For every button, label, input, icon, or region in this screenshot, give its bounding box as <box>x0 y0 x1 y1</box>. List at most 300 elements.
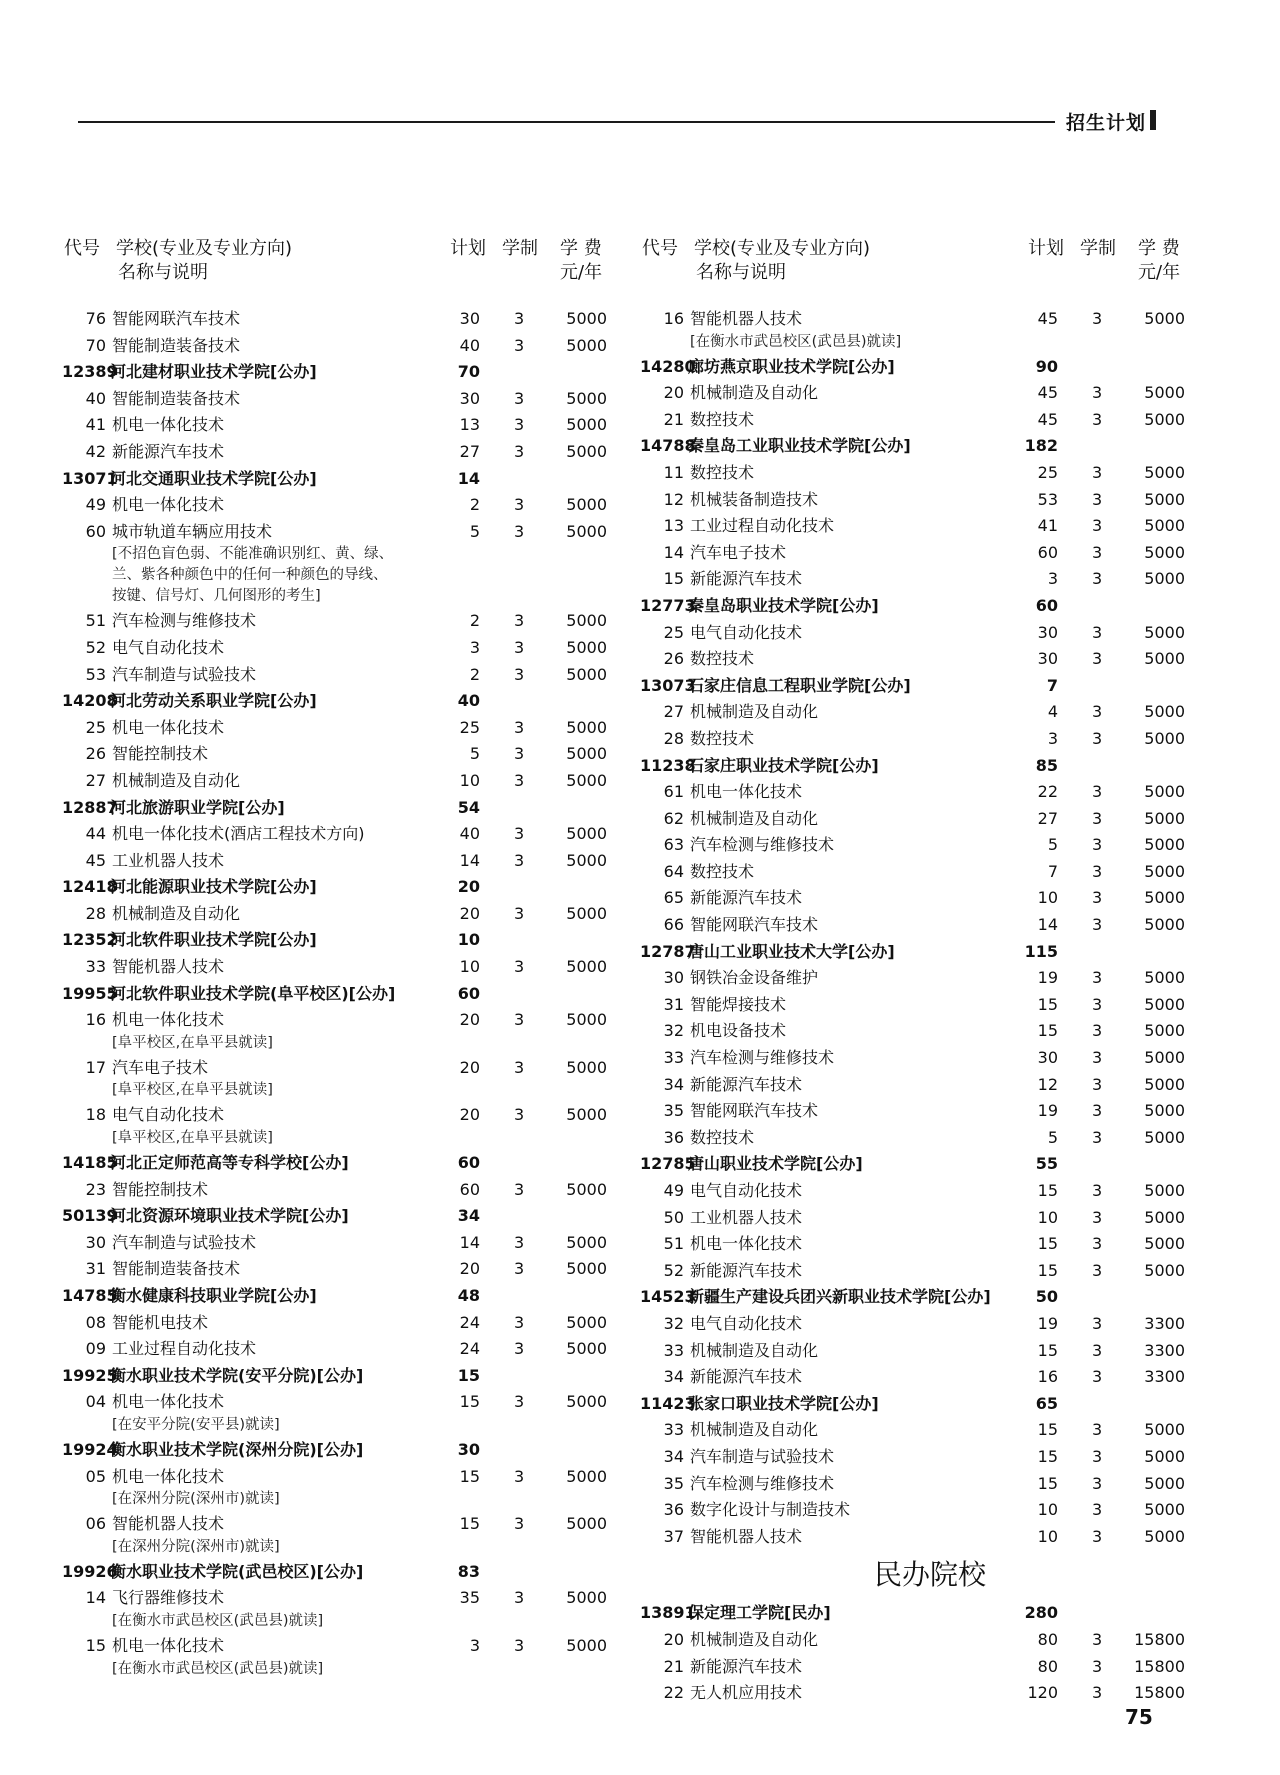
program-code: 25 <box>85 717 106 737</box>
program-fee: 5000 <box>566 770 607 790</box>
program-name: 机电一体化技术 <box>690 1234 803 1254</box>
program-code: 13 <box>663 516 684 536</box>
program-name: 智能焊接技术 <box>690 994 787 1014</box>
program-code: 17 <box>85 1057 106 1077</box>
program-years: 3 <box>1092 1656 1103 1676</box>
school-plan: 10 <box>457 930 480 950</box>
program-row <box>640 1125 1200 1152</box>
program-plan: 5 <box>1047 1127 1058 1147</box>
program-fee: 5000 <box>566 1179 607 1199</box>
right-column <box>640 232 1200 1707</box>
program-years: 3 <box>1092 994 1103 1014</box>
program-note: [在深州分院(深州市)就读] <box>112 1538 280 1555</box>
school-row <box>62 1150 622 1177</box>
school-name: 张家口职业技术学院[公办] <box>688 1393 879 1413</box>
header-school: 学校(专业及专业方向) <box>116 238 293 259</box>
program-name: 电气自动化技术 <box>112 1105 225 1125</box>
program-code: 33 <box>663 1340 684 1360</box>
program-code: 60 <box>85 521 106 541</box>
program-years: 3 <box>514 441 525 461</box>
program-plan: 15 <box>1037 1181 1058 1200</box>
school-name: 石家庄信息工程职业学院[公办] <box>688 675 911 695</box>
program-years: 3 <box>514 637 525 657</box>
program-fee: 5000 <box>566 1057 607 1077</box>
program-years: 3 <box>1092 728 1103 748</box>
program-name: 数控技术 <box>690 1127 755 1147</box>
header-rule <box>78 121 1055 123</box>
program-plan: 15 <box>1037 1446 1058 1466</box>
program-row <box>640 1654 1200 1681</box>
program-code: 33 <box>663 1420 684 1440</box>
program-plan: 14 <box>459 1232 480 1252</box>
school-plan: 7 <box>1046 675 1058 695</box>
school-plan: 34 <box>457 1206 480 1226</box>
program-plan: 30 <box>459 309 480 328</box>
program-years: 3 <box>514 1339 525 1359</box>
school-code: 12887 <box>62 797 118 817</box>
program-name: 智能网联汽车技术 <box>690 1101 819 1121</box>
school-plan: 15 <box>457 1365 480 1385</box>
school-plan: 85 <box>1035 755 1058 775</box>
program-code: 41 <box>85 415 106 435</box>
school-row <box>62 1203 622 1230</box>
school-code: 19924 <box>62 1439 118 1459</box>
program-plan: 30 <box>1037 649 1058 669</box>
program-note: [阜平校区,在阜平县就读] <box>112 1082 273 1099</box>
left-rows <box>62 306 622 1681</box>
school-code: 12773 <box>640 595 696 615</box>
program-years: 3 <box>514 1514 525 1534</box>
program-plan: 24 <box>459 1312 480 1332</box>
school-row <box>640 354 1200 381</box>
program-years: 3 <box>514 521 525 541</box>
program-code: 11 <box>663 462 684 482</box>
program-name: 机电一体化技术 <box>112 1010 225 1030</box>
program-row <box>640 1497 1200 1524</box>
program-code: 45 <box>85 850 106 870</box>
school-code: 14788 <box>640 436 696 456</box>
program-row <box>62 1177 622 1204</box>
program-name: 工业过程自动化技术 <box>112 1339 257 1359</box>
school-plan: 55 <box>1035 1154 1058 1174</box>
program-row <box>640 699 1200 726</box>
program-row <box>62 1389 622 1416</box>
school-code: 12389 <box>62 362 118 382</box>
program-name: 智能制造装备技术 <box>112 335 241 355</box>
program-years: 3 <box>1092 968 1103 988</box>
program-years: 3 <box>1092 782 1103 802</box>
school-plan: 90 <box>1035 356 1058 376</box>
program-plan: 20 <box>459 1105 480 1125</box>
program-plan: 5 <box>1047 835 1058 855</box>
program-name: 新能源汽车技术 <box>690 888 803 908</box>
program-name: 智能机器人技术 <box>112 1514 225 1534</box>
program-name: 汽车检测与维修技术 <box>112 611 257 631</box>
program-fee: 5000 <box>1144 409 1185 429</box>
program-fee: 5000 <box>1144 649 1185 669</box>
program-years: 3 <box>1092 1367 1103 1387</box>
program-fee: 5000 <box>1144 462 1185 482</box>
program-name: 机械制造及自动化 <box>690 1420 819 1440</box>
program-fee: 5000 <box>566 1232 607 1252</box>
program-code: 26 <box>663 649 684 669</box>
school-plan: 20 <box>457 877 480 897</box>
program-code: 12 <box>663 489 684 509</box>
school-code: 50139 <box>62 1206 118 1226</box>
program-fee: 5000 <box>1144 915 1185 935</box>
program-fee: 5000 <box>566 415 607 435</box>
program-row <box>640 1018 1200 1045</box>
program-plan: 40 <box>459 335 480 355</box>
program-years: 3 <box>1092 1021 1103 1041</box>
program-row <box>640 1178 1200 1205</box>
program-years: 3 <box>514 309 525 328</box>
school-row <box>640 593 1200 620</box>
school-row <box>62 795 622 822</box>
program-name: 机电一体化技术 <box>112 495 225 515</box>
program-plan: 3 <box>1047 728 1058 748</box>
program-fee: 5000 <box>566 441 607 461</box>
program-name: 机电一体化技术 <box>690 782 803 802</box>
school-code: 14785 <box>62 1286 118 1305</box>
program-plan: 30 <box>1037 1048 1058 1068</box>
program-name: 机电一体化技术(酒店工程技术方向) <box>112 824 365 844</box>
program-plan: 27 <box>459 441 480 461</box>
program-row <box>640 306 1200 333</box>
program-years: 3 <box>514 1010 525 1030</box>
school-row <box>640 673 1200 700</box>
program-row <box>62 1310 622 1337</box>
column-header <box>62 232 622 306</box>
school-row <box>640 433 1200 460</box>
program-years: 3 <box>514 495 525 515</box>
program-plan: 13 <box>459 415 480 435</box>
header-plan: 计划 <box>1028 238 1064 259</box>
program-fee: 5000 <box>566 637 607 657</box>
program-years: 3 <box>1092 1181 1103 1200</box>
school-name: 石家庄职业技术学院[公办] <box>688 755 879 775</box>
program-years: 3 <box>1092 1101 1103 1121</box>
school-row <box>640 939 1200 966</box>
school-code: 14280 <box>640 356 696 376</box>
program-years: 3 <box>1092 516 1103 536</box>
program-years: 3 <box>514 1392 525 1412</box>
program-plan: 10 <box>1037 1500 1058 1520</box>
program-plan: 16 <box>1037 1367 1058 1387</box>
program-fee: 5000 <box>566 824 607 844</box>
school-name: 河北建材职业技术学院[公办] <box>110 362 317 382</box>
school-plan: 54 <box>457 797 480 817</box>
program-name: 智能网联汽车技术 <box>690 915 819 935</box>
program-years: 3 <box>1092 702 1103 722</box>
program-fee: 5000 <box>566 1010 607 1030</box>
program-code: 64 <box>663 861 684 881</box>
program-plan: 10 <box>1037 1207 1058 1227</box>
program-row <box>62 1102 622 1129</box>
school-row <box>62 688 622 715</box>
program-name: 智能控制技术 <box>112 744 209 764</box>
program-fee: 5000 <box>566 1312 607 1332</box>
program-code: 53 <box>85 664 106 684</box>
program-years: 3 <box>1092 462 1103 482</box>
program-plan: 19 <box>1037 968 1058 988</box>
program-plan: 10 <box>459 770 480 790</box>
school-name: 衡水职业技术学院(安平分院)[公办] <box>110 1365 364 1385</box>
program-code: 16 <box>85 1010 106 1030</box>
program-years: 3 <box>1092 861 1103 881</box>
school-plan: 280 <box>1024 1603 1058 1623</box>
school-name: 秦皇岛工业职业技术学院[公办] <box>688 436 911 456</box>
program-row <box>640 1627 1200 1654</box>
school-plan: 182 <box>1024 436 1058 456</box>
header-years: 学制 <box>1080 238 1116 259</box>
school-row <box>640 1284 1200 1311</box>
program-plan: 45 <box>1037 409 1058 429</box>
program-name: 工业机器人技术 <box>112 850 225 870</box>
program-plan: 3 <box>1047 569 1058 589</box>
program-name: 数控技术 <box>690 649 755 669</box>
program-years: 3 <box>514 850 525 870</box>
program-code: 05 <box>85 1466 106 1486</box>
program-code: 22 <box>663 1683 684 1703</box>
header-note: 名称与说明 <box>118 262 208 283</box>
program-name: 智能机器人技术 <box>112 957 225 977</box>
program-fee: 5000 <box>1144 702 1185 722</box>
program-row <box>62 741 622 768</box>
program-code: 49 <box>85 495 106 515</box>
program-name: 智能机电技术 <box>112 1312 209 1332</box>
program-note: [在安平分院(安平县)就读] <box>112 1416 280 1433</box>
school-row <box>62 927 622 954</box>
school-name: 唐山职业技术学院[公办] <box>688 1154 863 1174</box>
school-row <box>62 1437 622 1464</box>
school-row <box>62 1283 622 1310</box>
program-row <box>62 1007 622 1034</box>
program-row <box>640 1417 1200 1444</box>
program-fee: 3300 <box>1144 1367 1185 1387</box>
program-code: 61 <box>663 782 684 802</box>
program-plan: 120 <box>1027 1683 1058 1703</box>
program-code: 50 <box>663 1207 684 1227</box>
program-plan: 15 <box>1037 994 1058 1014</box>
program-code: 26 <box>85 744 106 764</box>
program-code: 14 <box>663 542 684 562</box>
program-name: 数控技术 <box>690 861 755 881</box>
program-fee: 5000 <box>1144 1207 1185 1227</box>
school-name: 保定理工学院[民办] <box>688 1603 831 1623</box>
program-code: 31 <box>85 1259 106 1279</box>
program-plan: 20 <box>459 1057 480 1077</box>
program-years: 3 <box>1092 1207 1103 1227</box>
program-years: 3 <box>514 957 525 977</box>
program-name: 汽车制造与试验技术 <box>690 1446 835 1466</box>
program-name: 汽车检测与维修技术 <box>690 1048 835 1068</box>
program-row <box>62 1633 622 1660</box>
school-plan: 48 <box>457 1286 480 1305</box>
program-name: 机电一体化技术 <box>112 415 225 435</box>
program-fee: 5000 <box>1144 622 1185 642</box>
program-name: 新能源汽车技术 <box>690 1260 803 1280</box>
program-fee: 5000 <box>1144 1021 1185 1041</box>
program-row <box>62 1336 622 1363</box>
program-plan: 14 <box>1037 915 1058 935</box>
program-note: [在衡水市武邑校区(武邑县)就读] <box>690 333 902 350</box>
program-plan: 10 <box>1037 1526 1058 1546</box>
program-plan: 60 <box>459 1179 480 1199</box>
program-name: 新能源汽车技术 <box>690 1074 803 1094</box>
program-name: 数控技术 <box>690 409 755 429</box>
program-fee: 5000 <box>1144 489 1185 509</box>
program-row <box>640 832 1200 859</box>
program-row <box>62 715 622 742</box>
program-fee: 5000 <box>1144 861 1185 881</box>
school-row <box>640 1391 1200 1418</box>
program-fee: 5000 <box>1144 1260 1185 1280</box>
program-row <box>640 1072 1200 1099</box>
program-code: 27 <box>85 770 106 790</box>
school-row <box>62 981 622 1008</box>
program-plan: 27 <box>1037 808 1058 828</box>
program-plan: 45 <box>1037 309 1058 328</box>
program-fee: 5000 <box>566 1588 607 1608</box>
school-plan: 115 <box>1024 941 1058 961</box>
program-fee: 5000 <box>1144 888 1185 908</box>
program-plan: 10 <box>459 957 480 977</box>
program-code: 33 <box>663 1048 684 1068</box>
school-name: 廊坊燕京职业技术学院[公办] <box>688 356 895 376</box>
program-name: 智能机器人技术 <box>690 1526 803 1546</box>
school-code: 12785 <box>640 1154 696 1174</box>
header-note: 名称与说明 <box>696 262 786 283</box>
program-row <box>62 848 622 875</box>
program-years: 3 <box>1092 1234 1103 1254</box>
program-row <box>62 1256 622 1283</box>
school-code: 19925 <box>62 1365 118 1385</box>
program-row <box>640 726 1200 753</box>
program-plan: 15 <box>1037 1021 1058 1041</box>
header-marker <box>1150 110 1156 130</box>
program-plan: 22 <box>1037 782 1058 802</box>
program-plan: 5 <box>469 744 480 764</box>
program-years: 3 <box>1092 1500 1103 1520</box>
program-code: 08 <box>85 1312 106 1332</box>
program-row <box>62 662 622 689</box>
program-plan: 25 <box>1037 462 1058 482</box>
program-row <box>640 1471 1200 1498</box>
program-name: 新能源汽车技术 <box>690 1367 803 1387</box>
program-name: 数控技术 <box>690 462 755 482</box>
school-name: 河北软件职业技术学院(阜平校区)[公办] <box>110 983 396 1003</box>
program-row <box>640 885 1200 912</box>
school-row <box>640 753 1200 780</box>
program-years: 3 <box>514 903 525 923</box>
school-plan: 60 <box>457 1153 480 1173</box>
running-header-title: 招生计划 <box>1066 112 1147 134</box>
program-name: 机电一体化技术 <box>112 1466 225 1486</box>
program-fee: 5000 <box>566 903 607 923</box>
program-name: 飞行器维修技术 <box>112 1588 225 1608</box>
program-plan: 45 <box>1037 383 1058 403</box>
program-row <box>640 513 1200 540</box>
program-code: 25 <box>663 622 684 642</box>
header-fee-unit: 元/年 <box>1138 262 1181 283</box>
program-fee: 5000 <box>1144 1473 1185 1493</box>
program-fee: 5000 <box>566 521 607 541</box>
program-name: 智能控制技术 <box>112 1179 209 1199</box>
program-plan: 12 <box>1037 1074 1058 1094</box>
program-code: 33 <box>85 957 106 977</box>
program-plan: 30 <box>459 388 480 408</box>
program-fee: 5000 <box>566 1514 607 1534</box>
program-row <box>640 806 1200 833</box>
program-plan: 20 <box>459 903 480 923</box>
program-fee: 5000 <box>1144 1234 1185 1254</box>
program-code: 20 <box>663 1629 684 1649</box>
program-name: 机械制造及自动化 <box>112 903 241 923</box>
header-code: 代号 <box>642 238 678 259</box>
program-code: 44 <box>85 824 106 844</box>
program-fee: 5000 <box>566 335 607 355</box>
program-row <box>62 635 622 662</box>
program-code: 14 <box>85 1588 106 1608</box>
program-fee: 5000 <box>566 1339 607 1359</box>
program-fee: 5000 <box>566 388 607 408</box>
program-years: 3 <box>514 335 525 355</box>
program-fee: 15800 <box>1134 1683 1185 1703</box>
program-name: 机电一体化技术 <box>112 1635 225 1655</box>
program-code: 15 <box>85 1635 106 1655</box>
program-row <box>640 1524 1200 1551</box>
program-fee: 5000 <box>566 850 607 870</box>
school-plan: 65 <box>1035 1393 1058 1413</box>
header-fee: 学 费 <box>560 238 602 259</box>
program-note: [在深州分院(深州市)就读] <box>112 1491 280 1508</box>
program-name: 电气自动化技术 <box>112 637 225 657</box>
program-fee: 5000 <box>1144 968 1185 988</box>
program-fee: 5000 <box>1144 1181 1185 1200</box>
program-plan: 2 <box>469 495 480 515</box>
school-name: 新疆生产建设兵团兴新职业技术学院[公办] <box>688 1287 991 1307</box>
program-name: 新能源汽车技术 <box>690 569 803 589</box>
school-code: 11238 <box>640 755 696 775</box>
program-row <box>62 1464 622 1491</box>
program-fee: 3300 <box>1144 1313 1185 1333</box>
program-code: 28 <box>663 728 684 748</box>
program-years: 3 <box>514 415 525 435</box>
program-name: 智能制造装备技术 <box>112 1259 241 1279</box>
program-plan: 53 <box>1037 489 1058 509</box>
program-name: 机械制造及自动化 <box>690 1340 819 1360</box>
program-row <box>640 460 1200 487</box>
program-name: 汽车电子技术 <box>690 542 787 562</box>
program-row <box>62 333 622 360</box>
school-row <box>62 359 622 386</box>
school-name: 河北劳动关系职业学院[公办] <box>110 691 317 711</box>
program-plan: 10 <box>1037 888 1058 908</box>
program-years: 3 <box>514 1179 525 1199</box>
school-code: 12418 <box>62 877 118 897</box>
page-number: 75 <box>1125 1705 1153 1729</box>
program-fee: 5000 <box>566 1466 607 1486</box>
program-fee: 5000 <box>566 1105 607 1125</box>
program-name: 新能源汽车技术 <box>112 441 225 461</box>
school-code: 13073 <box>640 675 696 695</box>
school-plan: 50 <box>1035 1287 1058 1307</box>
program-code: 09 <box>85 1339 106 1359</box>
program-row <box>640 1205 1200 1232</box>
program-years: 3 <box>514 1259 525 1279</box>
school-row <box>62 1363 622 1390</box>
